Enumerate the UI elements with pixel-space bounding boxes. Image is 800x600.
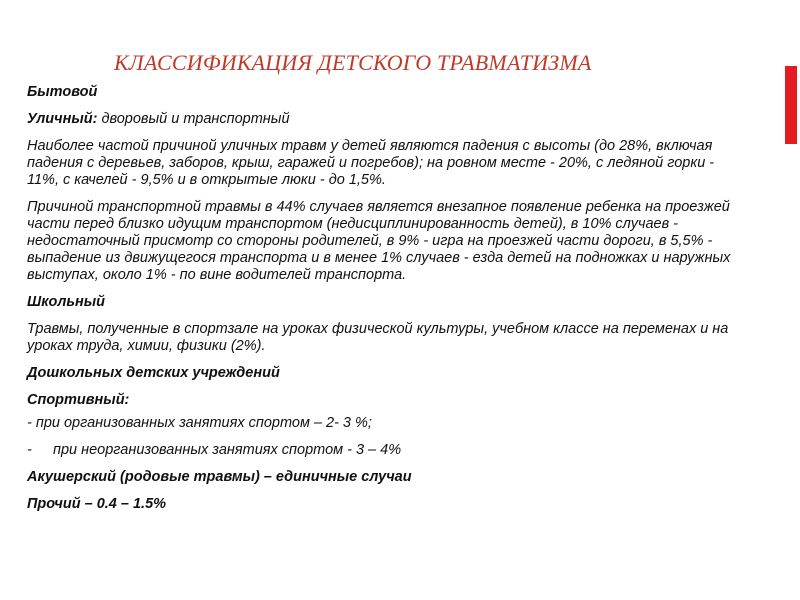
section-school: Школьный xyxy=(27,294,106,310)
section-sport: Спортивный: xyxy=(27,392,130,408)
list-dash: - xyxy=(27,442,32,458)
school-text: Травмы, полученные в спортзале на уроках физической культуры, учебном классе на переменах и на уроках труда, химии, физики (2%). xyxy=(27,321,729,354)
section-domestic: Бытовой xyxy=(27,84,98,100)
sport-unorganized xyxy=(27,442,747,459)
sport-organized: - при организованных занятиях спортом – 2- 3 %; xyxy=(27,415,372,431)
street-value: дворовый и транспортный xyxy=(97,111,290,127)
section-other: Прочий – 0.4 – 1.5% xyxy=(27,496,167,512)
section-preschool: Дошкольных детских учреждений xyxy=(27,365,280,381)
sport-unorganized-text: при неорганизованных занятиях спортом - 3 – 4% xyxy=(53,442,402,458)
transport-stats: Причиной транспортной травмы в 44% случаев является внезапное появление ребенка на проезжей части перед близко идущим транспортом (недисциплинированность детей), в 10% случаев - недостаточный присмотр со стороны родителей, в 9% - игра на проезжей части дороги, в 5,5% - выпадение из движущегося транспорта и в менее 1% случаев - езда детей на подножках и наружных выступах, около 1% - по вине водителей транспорта. xyxy=(27,199,731,283)
section-obstetric: Акушерский (родовые травмы) – единичные случаи xyxy=(27,469,412,485)
section-street xyxy=(27,111,747,128)
accent-bar xyxy=(785,66,797,144)
slide-title: КЛАССИФИКАЦИЯ ДЕТСКОГО ТРАВМАТИЗМА xyxy=(114,50,592,75)
street-label: Уличный: xyxy=(27,111,98,127)
street-stats: Наиболее частой причиной уличных травм у детей являются падения с высоты (до 28%, включая падения с деревьев, заборов, крыш, гаражей и погребов); на ровном месте - 20%, с ледяной горки - 11%, с качелей - 9,5% и в открытые люки - до 1,5%. xyxy=(27,138,715,188)
slide-content xyxy=(27,84,747,523)
